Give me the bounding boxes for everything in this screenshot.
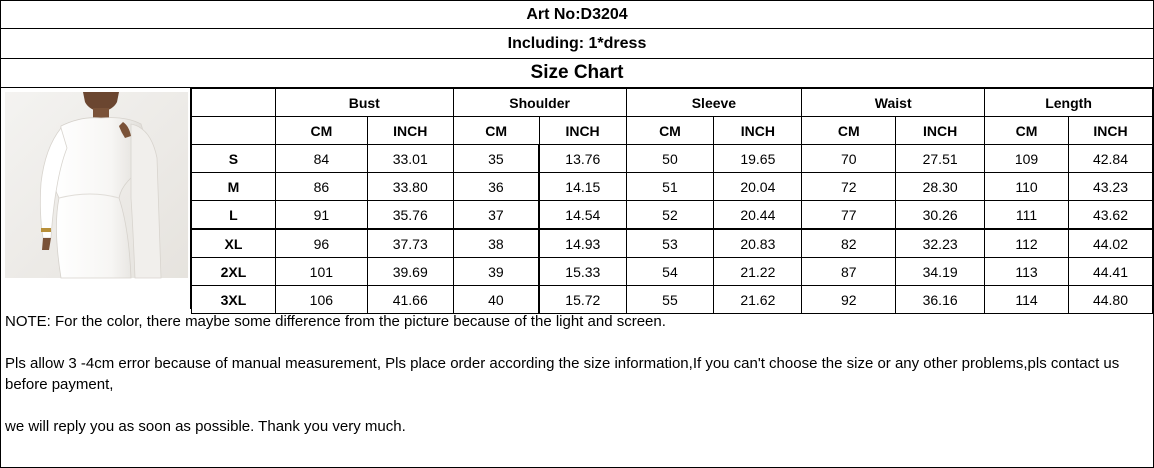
size-value-cell: 52: [626, 201, 714, 230]
size-value-cell: 19.65: [714, 145, 802, 173]
size-value-cell: 21.22: [714, 258, 802, 286]
unit-inch: INCH: [896, 117, 985, 145]
size-value-cell: 33.80: [367, 173, 453, 201]
unit-cm: CM: [275, 117, 367, 145]
group-shoulder: Shoulder: [453, 89, 626, 117]
size-value-cell: 36: [453, 173, 539, 201]
art-number: Art No:D3204: [1, 1, 1153, 29]
note-reply: we will reply you as soon as possible. Thank you very much.: [5, 418, 406, 435]
size-value-cell: 20.04: [714, 173, 802, 201]
size-value-cell: 36.16: [896, 286, 985, 314]
notes-section: [5, 311, 1145, 437]
unit-cm: CM: [802, 117, 896, 145]
size-value-cell: 42.84: [1068, 145, 1152, 173]
size-value-cell: 15.33: [539, 258, 626, 286]
size-value-cell: 33.01: [367, 145, 453, 173]
unit-inch: INCH: [1068, 117, 1152, 145]
size-value-cell: 39.69: [367, 258, 453, 286]
size-label: 3XL: [192, 286, 276, 314]
size-value-cell: 109: [985, 145, 1069, 173]
size-value-cell: 30.26: [896, 201, 985, 230]
note-measurement: Pls allow 3 -4cm error because of manual measurement, Pls place order according the size information,If you can't choose the size or any other problems,pls contact us before payment,: [5, 355, 1120, 393]
size-value-cell: 43.23: [1068, 173, 1152, 201]
group-sleeve: Sleeve: [626, 89, 802, 117]
size-value-cell: 86: [275, 173, 367, 201]
size-value-cell: 14.15: [539, 173, 626, 201]
group-bust: Bust: [275, 89, 453, 117]
size-value-cell: 28.30: [896, 173, 985, 201]
size-row: [192, 229, 1153, 258]
size-value-cell: 70: [802, 145, 896, 173]
size-value-cell: 37.73: [367, 229, 453, 258]
size-value-cell: 32.23: [896, 229, 985, 258]
size-value-cell: 43.62: [1068, 201, 1152, 230]
size-value-cell: 72: [802, 173, 896, 201]
page-title: Size Chart: [1, 59, 1153, 88]
size-label: 2XL: [192, 258, 276, 286]
size-value-cell: 35: [453, 145, 539, 173]
size-value-cell: 44.80: [1068, 286, 1152, 314]
size-value-cell: 20.44: [714, 201, 802, 230]
size-value-cell: 20.83: [714, 229, 802, 258]
including-line: Including: 1*dress: [1, 29, 1153, 59]
size-value-cell: 15.72: [539, 286, 626, 314]
dress-model-image: [1, 88, 190, 309]
size-value-cell: 112: [985, 229, 1069, 258]
size-value-cell: 111: [985, 201, 1069, 230]
size-value-cell: 77: [802, 201, 896, 230]
size-row: [192, 201, 1153, 230]
group-length: Length: [985, 89, 1153, 117]
size-value-cell: 13.76: [539, 145, 626, 173]
size-value-cell: 53: [626, 229, 714, 258]
corner-cell: [192, 117, 276, 145]
size-value-cell: 38: [453, 229, 539, 258]
size-value-cell: 55: [626, 286, 714, 314]
size-value-cell: 84: [275, 145, 367, 173]
size-label: L: [192, 201, 276, 230]
size-value-cell: 14.54: [539, 201, 626, 230]
group-header-row: [192, 89, 1153, 117]
unit-inch: INCH: [714, 117, 802, 145]
size-value-cell: 39: [453, 258, 539, 286]
unit-header-row: [192, 117, 1153, 145]
size-row: [192, 173, 1153, 201]
size-value-cell: 34.19: [896, 258, 985, 286]
size-table: [191, 88, 1153, 314]
size-value-cell: 114: [985, 286, 1069, 314]
size-row: [192, 258, 1153, 286]
size-value-cell: 40: [453, 286, 539, 314]
size-value-cell: 14.93: [539, 229, 626, 258]
size-value-cell: 27.51: [896, 145, 985, 173]
note-color: NOTE: For the color, there maybe some difference from the picture because of the light and screen.: [5, 313, 666, 330]
size-label: S: [192, 145, 276, 173]
size-value-cell: 35.76: [367, 201, 453, 230]
unit-inch: INCH: [367, 117, 453, 145]
unit-cm: CM: [453, 117, 539, 145]
size-label: M: [192, 173, 276, 201]
size-value-cell: 110: [985, 173, 1069, 201]
size-value-cell: 91: [275, 201, 367, 230]
product-photo: [1, 88, 191, 309]
size-value-cell: 44.02: [1068, 229, 1152, 258]
size-value-cell: 50: [626, 145, 714, 173]
size-value-cell: 87: [802, 258, 896, 286]
size-label: XL: [192, 229, 276, 258]
corner-cell: [192, 89, 276, 117]
size-value-cell: 41.66: [367, 286, 453, 314]
size-row: [192, 145, 1153, 173]
unit-cm: CM: [626, 117, 714, 145]
size-value-cell: 51: [626, 173, 714, 201]
size-value-cell: 101: [275, 258, 367, 286]
size-value-cell: 82: [802, 229, 896, 258]
unit-cm: CM: [985, 117, 1069, 145]
group-waist: Waist: [802, 89, 985, 117]
size-value-cell: 113: [985, 258, 1069, 286]
size-value-cell: 106: [275, 286, 367, 314]
size-value-cell: 44.41: [1068, 258, 1152, 286]
size-value-cell: 21.62: [714, 286, 802, 314]
unit-inch: INCH: [539, 117, 626, 145]
size-value-cell: 37: [453, 201, 539, 230]
size-value-cell: 96: [275, 229, 367, 258]
size-row: [192, 286, 1153, 314]
size-value-cell: 92: [802, 286, 896, 314]
size-value-cell: 54: [626, 258, 714, 286]
